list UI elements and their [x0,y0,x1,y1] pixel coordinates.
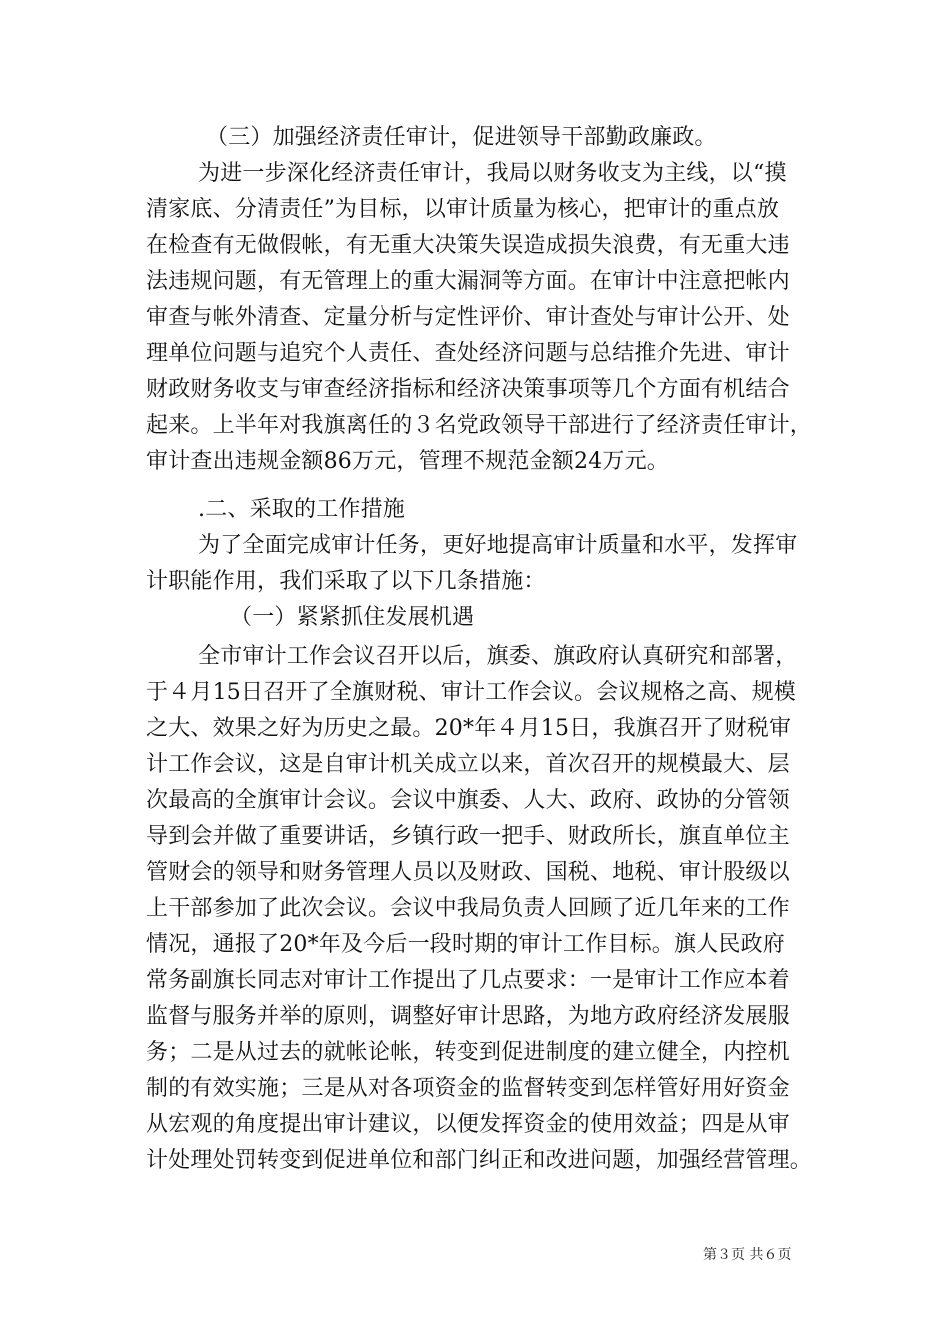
paragraph-line: 在检查有无做假帐，有无重大决策失误造成损失浪费，有无重大违 [146,233,790,258]
paragraph-line: 管财会的领导和财务管理人员以及财政、国税、地税、审计股级以 [146,860,790,885]
paragraph-line: 法违规问题，有无管理上的重大漏洞等方面。在审计中注意把帐内 [146,269,790,294]
paragraph-line: 导到会并做了重要讲话，乡镇行政一把手、财政所长，旗直单位主 [146,824,790,849]
paragraph-line: 于４月15日召开了全旗财税、审计工作会议。会议规格之高、规模 [146,680,796,705]
paragraph-line: 常务副旗长同志对审计工作提出了几点要求：一是审计工作应本着 [146,968,790,993]
paragraph-line: 为了全面完成审计任务，更好地提高审计质量和水平，发挥审 [198,533,798,558]
subsection-heading-1: （一）紧紧抓住发展机遇 [230,605,475,630]
paragraph-line: 清家底、分清责任”为目标，以审计质量为核心，把审计的重点放 [146,197,780,222]
paragraph-line: 计职能作用，我们采取了以下几条措施： [146,569,546,594]
paragraph-line: 上干部参加了此次会议。会议中我局负责人回顾了近几年来的工作 [146,896,790,921]
paragraph-line: 审查与帐外清查、定量分析与定性评价、审计查处与审计公开、处 [146,305,790,330]
paragraph-line: 全市审计工作会议召开以后，旗委、旗政府认真研究和部署， [198,644,798,669]
paragraph-line: 为进一步深化经济责任审计，我局以财务收支为主线，以“摸 [198,161,787,186]
paragraph-line: 计工作会议，这是自审计机关成立以来，首次召开的规模最大、层 [146,752,790,777]
page-number-footer: 第３页 共６页 [703,1247,792,1263]
paragraph-line: 计处理处罚转变到促进单位和部门纠正和改进问题，加强经营管理。 [146,1148,813,1173]
paragraph-line: 监督与服务并举的原则，调整好审计思路，为地方政府经济发展服 [146,1004,790,1029]
paragraph-line: 理单位问题与追究个人责任、查处经济问题与总结推介先进、审计 [146,341,790,366]
section-heading-3: （三）加强经济责任审计，促进领导干部勤政廉政。 [206,125,717,150]
paragraph-line: 制的有效实施；三是从对各项资金的监督转变到怎样管好用好资金 [146,1076,790,1101]
paragraph-line: 务；二是从过去的就帐论帐，转变到促进制度的建立健全，内控机 [146,1040,790,1065]
paragraph-line: 之大、效果之好为历史之最。20*年４月15日，我旗召开了财税审 [146,716,792,741]
paragraph-line: 从宏观的角度提出审计建议，以便发挥资金的使用效益；四是从审 [146,1112,790,1137]
section-heading-2: .二、采取的工作措施 [198,497,405,522]
paragraph-line: 起来。上半年对我旗离任的３名党政领导干部进行了经济责任审计， [146,413,813,438]
paragraph-line: 次最高的全旗审计会议。会议中旗委、人大、政府、政协的分管领 [146,788,790,813]
paragraph-line: 情况，通报了20*年及今后一段时期的审计工作目标。旗人民政府 [146,932,785,957]
paragraph-line: 审计查出违规金额86万元，管理不规范金额24万元。 [146,449,669,474]
paragraph-line: 财政财务收支与审查经济指标和经济决策事项等几个方面有机结合 [146,377,790,402]
